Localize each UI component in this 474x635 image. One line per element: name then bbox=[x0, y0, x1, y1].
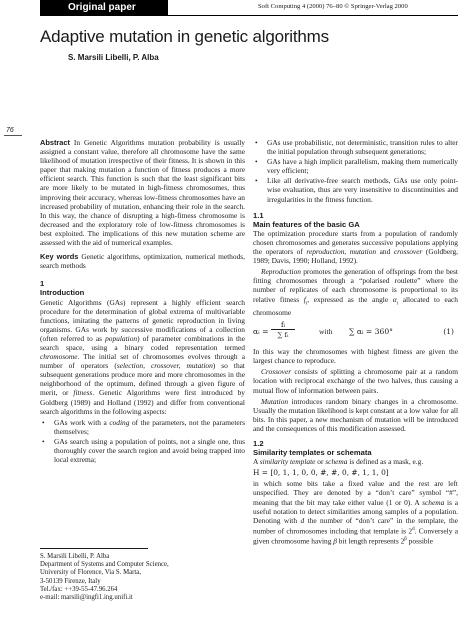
features-list bbox=[40, 418, 245, 464]
affiliation-line: 3-50139 Firenze, Italy bbox=[40, 577, 101, 585]
section-number: 1.2 bbox=[253, 439, 264, 448]
list-item: • GAs use probabilistic, not deterministic, transition rules to alter the initial population through subsequent generations; bbox=[255, 138, 458, 157]
affiliation-line: S. Marsili Libelli, P. Alba bbox=[40, 553, 110, 560]
author-affiliation bbox=[40, 553, 245, 602]
keywords-text: Genetic algorithms, optimization, numerical methods, search methods bbox=[40, 252, 245, 271]
list-item: • Like all derivative-free search methods, GAs use only point-wise evaluation, thus are very insensitive to discontinuities and irregularities in the fitness function. bbox=[255, 176, 458, 204]
list-item: • GAs have a high implicit parallelism, making them numerically very efficient; bbox=[255, 157, 458, 176]
header-rule bbox=[40, 15, 458, 16]
page-number: 76 bbox=[6, 127, 14, 134]
equation-lhs: αᵢ = bbox=[253, 327, 269, 337]
equation-1 bbox=[253, 320, 458, 344]
section-heading: Main features of the basic GA bbox=[253, 219, 360, 229]
equation-number: (1) bbox=[443, 327, 454, 337]
list-item: • GAs search using a population of points, not a single one, thus thoroughly cover the search region and avoid being trapped into local extrema; bbox=[42, 436, 245, 465]
body-paragraph: Reproduction promotes the generation of offsprings from the best fitting chromosomes through a “polarised roulette” where the number of replicates of each chromosome is proportional to its relative fitness $f_i$, expressed as the angle $\alpha_i$ allocated to each chromosome bbox=[253, 267, 459, 318]
abstract-label: Abstract bbox=[40, 138, 70, 147]
body-paragraph: The optimization procedure starts from a population of randomly chosen chromosomes and generates successive populations applying the operators of reproduction, mutation and crossover (Goldberg, 1989; Davis, 1990; Holland, 1992). bbox=[253, 228, 459, 266]
footnote-rule bbox=[40, 548, 148, 549]
page-number-rule bbox=[4, 135, 22, 136]
body-paragraph: Mutation introduces random binary changes in a chromosome. Usually the mutation likelihood is kept constant at a low value for all bits. In this paper, a new mechanism of mutation will be introduced and the consequences of this modification assessed. bbox=[253, 396, 458, 433]
keywords bbox=[40, 252, 245, 270]
section-heading: Similarity templates or schemata bbox=[253, 448, 372, 458]
affiliation-line: e-mail: marsili@ingfi1.ing.unifi.it bbox=[40, 594, 133, 602]
body-paragraph: In this way the chromosomes with highest fitness are given the largest chance to reproduce. bbox=[253, 347, 458, 366]
keywords-label: Key words bbox=[40, 252, 79, 262]
equation-fraction: $\frac{\text{fᵢ}}{\text{∑ fᵢ}}$ bbox=[271, 320, 295, 340]
journal-citation: Soft Computing 4 (2000) 76–80 © Springer-Verlag 2000 bbox=[258, 3, 408, 10]
affiliation-line: Department of Systems and Computer Science, bbox=[40, 561, 169, 569]
affiliation-line: University of Florence, Via S. Marta, bbox=[40, 569, 142, 577]
body-paragraph: Crossover consists of splitting a chromosome pair at a random location with reciprocal exchange of the two halves, thus causing a mutual flow of information between pairs. bbox=[253, 367, 458, 395]
list-item: • GAs work with a coding of the parameters, not the parameters themselves; bbox=[42, 417, 245, 436]
body-paragraph: in which some bits take a fixed value and the rest are left unspecified. They are denoted by a “don’t care” symbol “#”, meaning that the bit may take either value (1 or 0). A schema is a useful notation to detect similarities among samples of a population. Denoting with d the number of “don’t care” in the template, the number of chromosomes including that template is 2$^d$. Conversely a given chromosome having β bit length represents $2^\beta$ possible bbox=[253, 479, 459, 546]
features-list-continued bbox=[253, 138, 458, 204]
section-number: 1.1 bbox=[253, 210, 264, 220]
section-heading: Introduction bbox=[40, 288, 85, 298]
abstract bbox=[40, 138, 245, 247]
affiliation-line: Tel./fax: ++39-55-47.96.264 bbox=[40, 585, 118, 593]
schema-mask: H = [0, 1, 1, 0, 0, #, #, 0, #, 1, 1, 0] bbox=[253, 468, 389, 478]
article-type-label: Original paper bbox=[40, 0, 168, 15]
left-column bbox=[40, 138, 245, 466]
paper-authors: S. Marsili Libelli, P. Alba bbox=[68, 53, 159, 62]
body-paragraph: A similarity template or schema is defined as a mask, e.g. bbox=[253, 457, 424, 467]
equation-with: with bbox=[319, 327, 333, 337]
paper-title: Adaptive mutation in genetic algorithms bbox=[40, 27, 329, 46]
right-column bbox=[253, 138, 458, 548]
section-number: 1 bbox=[40, 279, 45, 289]
abstract-text: In Genetic Algorithms mutation probability is usually assigned a constant value, therefore all chromosome have the same likelihood of mutation irrespective of their fitness. It is shown in this paper that making mutation a function of fitness produces a more efficient search. This function is such that the least significant bits are more likely to be mutated in high-fitness chromosomes, thus improving their accuracy, whereas low-fitness chromosomes have an increased probability of mutation, enhancing their role in the search. In this way, the chance of disrupting a high-fitness chromosome is decreased and the exploratory role of low-fitness chromosomes is best exploited. The implications of this new mutation scheme are assessed with the aid of numerical examples. bbox=[40, 138, 245, 248]
intro-paragraph: Genetic Algorithms (GAs) represent a highly efficient search procedure for the determination of global extrema of multivariable functions, imitating the patterns of genetic reproduction in living organisms. GAs work by successive modifications of a collection (often referred to as population) of parameter combinations in the search space, using a binary coded representation termed chromosome. The initial set of chromosomes evolves through a number of operators (selection, crossover, mutation) so that subsequent generations produce more and more chromosomes in the neighborhood of the optimum, defined through a given figure of merit, or fitness. Genetic Algorithms were first introduced by Goldberg (1989) and Holland (1992) and differ from conventional search algorithms in the following aspects: bbox=[40, 297, 246, 416]
equation-rhs: ∑ αᵢ = 360° bbox=[349, 327, 393, 337]
